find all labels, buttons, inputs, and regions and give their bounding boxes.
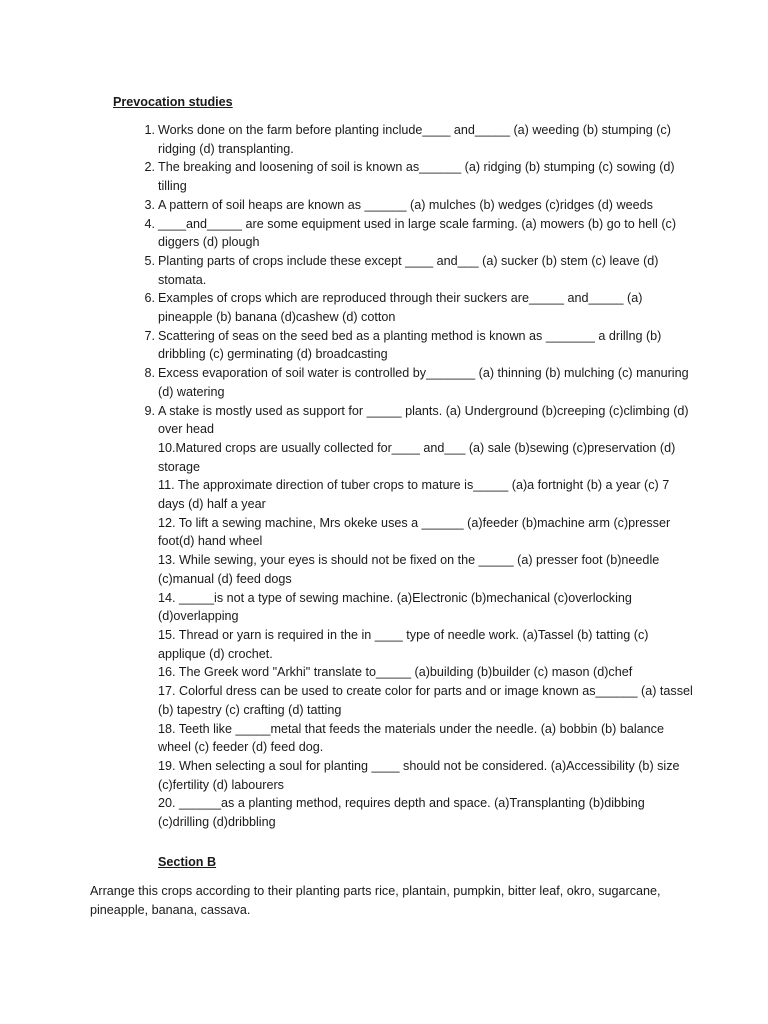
- section-b-instruction: Arrange this crops according to their planting parts rice, plantain, pumpkin, bitter leaf, okro, sugarcane, pineapple, banana, cassava.: [90, 884, 661, 917]
- question-text: 11. The approximate direction of tuber crops to mature is_____ (a)a fortnight (b) a year (c) 7 days (d) half a year: [158, 478, 670, 512]
- question-number: 8.: [144, 366, 155, 381]
- question-number: 7.: [144, 328, 155, 343]
- question-text: 19. When selecting a soul for planting ____ should not be considered. (a)Accessibility (b) size (c)fertility (d) labourers: [158, 758, 680, 792]
- question-item: [144, 289, 698, 326]
- question-text: 20. ______as a planting method, requires depth and space. (a)Transplanting (b)dibbing (c)drilling (d)dribbling: [158, 796, 645, 830]
- question-number: 1.: [144, 123, 155, 137]
- question-item: [158, 626, 698, 663]
- question-text: 15. Thread or yarn is required in the in ____ type of needle work. (a)Tassel (b) tatting (c) applique (d) crochet.: [158, 627, 649, 661]
- question-text: ____and_____ are some equipment used in large scale farming. (a) mowers (b) go to hell (c) diggers (d) plough: [158, 216, 677, 250]
- question-text: 10.Matured crops are usually collected for____ and___ (a) sale (b)sewing (c)preservation (d) storage: [158, 440, 676, 474]
- document-title: Prevocation studies: [113, 95, 233, 109]
- question-item: [158, 589, 698, 626]
- question-item: [144, 364, 698, 401]
- question-item: [144, 121, 698, 158]
- question-item: [158, 794, 698, 831]
- question-item: [144, 158, 698, 195]
- question-item: [158, 514, 698, 551]
- question-item: [144, 327, 698, 364]
- question-text: 17. Colorful dress can be used to create color for parts and or image known as______ (a) tassel (b) tapestry (c) crafting (d) tatting: [158, 684, 693, 717]
- question-text: Excess evaporation of soil water is controlled by_______ (a) thinning (b) mulching (c) manuring (d) watering: [158, 366, 689, 399]
- section-b-heading: Section B: [158, 855, 217, 869]
- question-text: 13. While sewing, your eyes is should not be fixed on the _____ (a) presser foot (b)needle (c)manual (d) feed dogs: [158, 553, 660, 586]
- question-item: [158, 551, 698, 588]
- question-number: 9.: [144, 403, 155, 418]
- question-item: [158, 476, 698, 513]
- question-item: [158, 757, 698, 794]
- question-text: 18. Teeth like _____metal that feeds the materials under the needle. (a) bobbin (b) balance wheel (c) feeder (d) feed dog.: [158, 721, 664, 755]
- question-item: [144, 402, 698, 439]
- question-text: Works done on the farm before planting include____ and_____ (a) weeding (b) stumping (c) ridging (d) transplanting.: [158, 123, 671, 156]
- question-text: 16. The Greek word "Arkhi" translate to_____ (a)building (b)builder (c) mason (d)chef: [158, 665, 633, 680]
- question-number: 3.: [144, 197, 155, 212]
- question-item: [158, 720, 698, 757]
- question-list: [144, 121, 698, 832]
- question-text: 12. To lift a sewing machine, Mrs okeke uses a ______ (a)feeder (b)machine arm (c)presser foot(d) hand wheel: [158, 515, 671, 549]
- question-number: 4.: [144, 216, 155, 231]
- question-item: [158, 439, 698, 476]
- question-text: A stake is mostly used as support for _____ plants. (a) Underground (b)creeping (c)climbing (d) over head: [158, 403, 689, 437]
- question-item: [144, 196, 698, 215]
- question-item: [158, 663, 698, 682]
- question-item: [144, 252, 698, 289]
- question-item: [158, 682, 698, 719]
- question-text: Planting parts of crops include these except ____ and___ (a) sucker (b) stem (c) leave (d) stomata.: [158, 253, 659, 287]
- question-text: A pattern of soil heaps are known as ______ (a) mulches (b) wedges (c)ridges (d) weeds: [158, 197, 653, 212]
- question-text: 14. _____is not a type of sewing machine. (a)Electronic (b)mechanical (c)overlocking (d)overlapping: [158, 590, 632, 624]
- question-item: [144, 215, 698, 252]
- question-number: 5.: [144, 253, 155, 268]
- question-text: Examples of crops which are reproduced through their suckers are_____ and_____ (a) pineapple (b) banana (d)cashew (d) cotton: [158, 291, 643, 325]
- question-number: 6.: [144, 291, 155, 306]
- question-number: 2.: [144, 160, 155, 175]
- question-text: The breaking and loosening of soil is known as______ (a) ridging (b) stumping (c) sowing (d) tilling: [158, 160, 675, 194]
- question-text: Scattering of seas on the seed bed as a planting method is known as _______ a drillng (b) dribbling (c) germinating (d) broadcasting: [158, 328, 662, 362]
